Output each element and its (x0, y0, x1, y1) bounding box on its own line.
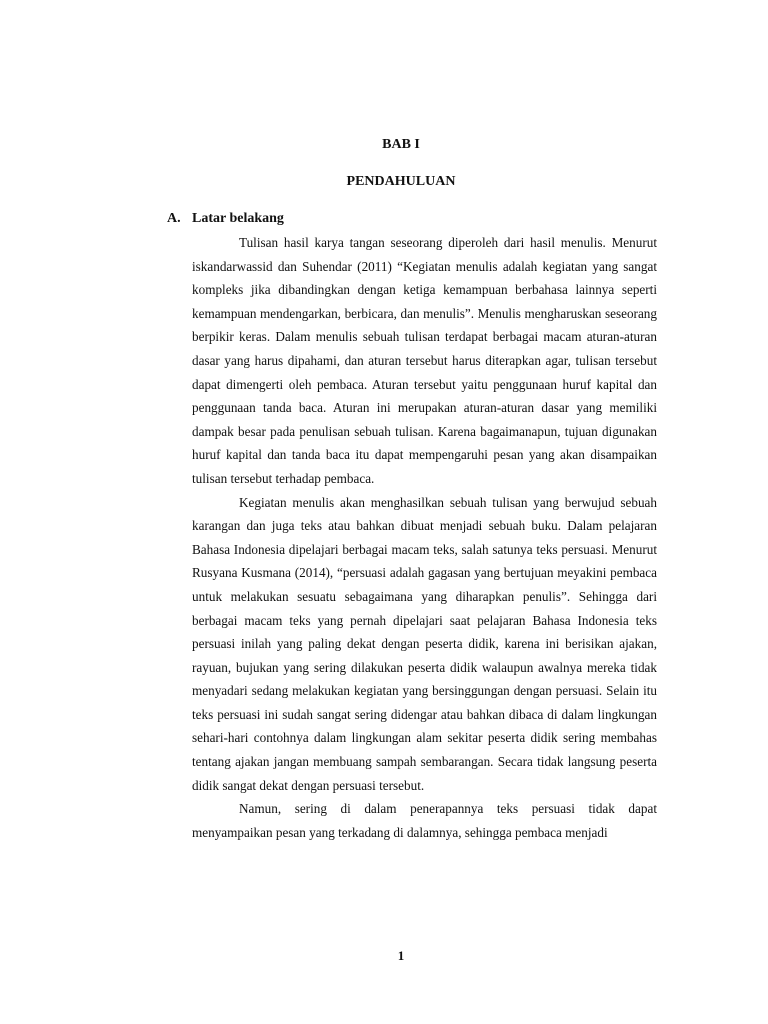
paragraph: Kegiatan menulis akan menghasilkan sebuah tulisan yang berwujud sebuah karangan dan juga teks atau bahkan dibuat menjadi sebuah buku. Dalam pelajaran Bahasa Indonesia dipelajari berbagai macam teks, salah satunya teks persuasi. Menurut Rusyana Kusmana (2014), “persuasi adalah gagasan yang bertujuan meyakini pembaca untuk melakukan sesuatu sebagaimana yang diharapkan penulis”. Sehingga dari berbagai macam teks yang pernah dipelajari saat pelajaran Bahasa Indonesia teks persuasi inilah yang paling dekat dengan peserta didik, karena ini berisikan ajakan, rayuan, bujukan yang sering dilakukan peserta didik walaupun awalnya mereka tidak menyadari sedang melakukan kegiatan yang bersinggungan dengan persuasi. Selain itu teks persuasi ini sudah sangat sering didengar atau bahkan dibaca di dalam lingkungan sehari-hari contohnya dalam lingkungan alam sekitar peserta didik sering membahas tentang ajakan jangan membuang sampah sembarangan. Secara tidak langsung peserta didik sangat dekat dengan persuasi tersebut. (192, 494, 657, 793)
page-number: 1 (397, 948, 405, 963)
body-text (192, 231, 657, 844)
section-title: Latar belakang (192, 211, 284, 226)
chapter-label: BAB I (382, 137, 420, 152)
paragraph: Tulisan hasil karya tangan seseorang diperoleh dari hasil menulis. Menurut iskandarwassid dan Suhendar (2011) “Kegiatan menulis adalah kegiatan yang sangat kompleks jika dibandingkan dengan ketiga kemampuan berbahasa lainnya seperti kemampuan mendengarkan, berbicara, dan menulis”. Menulis mengharuskan seseorang berpikir keras. Dalam menulis sebuah tulisan terdapat berbagai macam aturan-aturan dasar yang harus dipahami, dan aturan tersebut harus diterapkan agar, tulisan tersebut dapat dimengerti oleh pembaca. Aturan tersebut yaitu penggunaan huruf kapital dan penggunaan tanda baca. Aturan ini merupakan aturan-aturan dasar yang memiliki dampak besar pada penulisan sebuah tulisan. Karena bagaimanapun, tujuan digunakan huruf kapital dan tanda baca itu dapat mempengaruhi pesan yang akan disampaikan tulisan tersebut terhadap pembaca. (192, 235, 657, 486)
section-heading (167, 210, 284, 228)
section-marker: A. (167, 211, 181, 226)
chapter-title: PENDAHULUAN (346, 174, 456, 189)
paragraph: Namun, sering di dalam penerapannya teks persuasi tidak dapat menyampaikan pesan yang terkadang di dalamnya, sehingga pembaca menjadi (192, 801, 657, 840)
